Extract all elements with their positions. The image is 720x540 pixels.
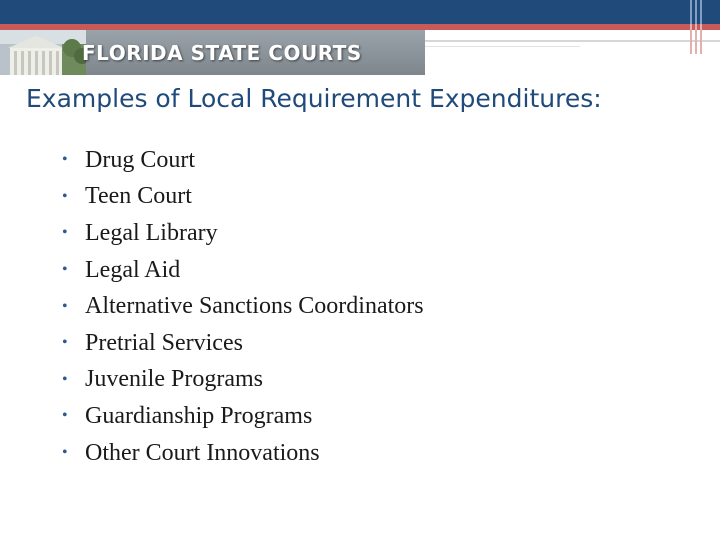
bullet-icon: • — [62, 370, 68, 388]
list-item-label: Alternative Sanctions Coordinators — [85, 293, 424, 320]
bullet-icon: • — [62, 407, 68, 425]
expenditure-list — [62, 142, 424, 471]
list-item — [62, 435, 424, 472]
list-item — [62, 142, 424, 179]
header-rule-thin — [425, 46, 580, 47]
bullet-icon: • — [62, 334, 68, 352]
list-item — [62, 179, 424, 216]
list-item — [62, 215, 424, 252]
banner-title: FLORIDA STATE COURTS — [82, 41, 362, 65]
list-item — [62, 398, 424, 435]
list-item-label: Teen Court — [85, 183, 192, 210]
capitol-building-icon — [0, 30, 86, 75]
list-item-label: Drug Court — [85, 146, 195, 173]
list-item — [62, 362, 424, 399]
bullet-icon: • — [62, 297, 68, 315]
list-item-label: Legal Library — [85, 219, 218, 246]
header-decoration-lines — [690, 0, 720, 54]
list-item — [62, 252, 424, 289]
list-item-label: Other Court Innovations — [85, 439, 320, 466]
header-rule — [425, 40, 720, 42]
list-item-label: Juvenile Programs — [85, 366, 263, 393]
list-item-label: Pretrial Services — [85, 329, 243, 356]
bullet-icon: • — [62, 224, 68, 242]
bullet-icon: • — [62, 444, 68, 462]
bullet-icon: • — [62, 151, 68, 169]
slide-title: Examples of Local Requirement Expenditures: — [26, 84, 602, 113]
bullet-icon: • — [62, 187, 68, 205]
list-item — [62, 325, 424, 362]
list-item-label: Guardianship Programs — [85, 402, 313, 429]
bullet-icon: • — [62, 261, 68, 279]
list-item — [62, 288, 424, 325]
header-band — [0, 0, 720, 24]
list-item-label: Legal Aid — [85, 256, 181, 283]
courts-banner — [0, 30, 425, 75]
